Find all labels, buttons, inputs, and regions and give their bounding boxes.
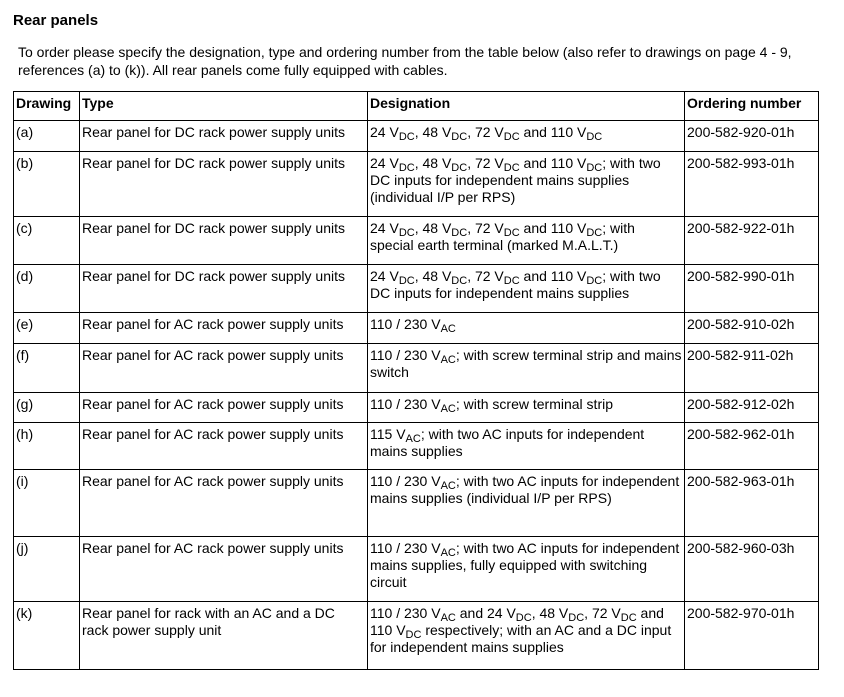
type-cell: Rear panel for DC rack power supply units (80, 265, 368, 313)
designation-cell (368, 470, 685, 537)
designation-subscript: DC (586, 227, 603, 239)
table-row (14, 470, 819, 537)
ordering-number-cell: 200-582-912-02h (685, 393, 819, 423)
designation-subscript: DC (503, 275, 520, 287)
designation-text: , 72 V (467, 220, 504, 236)
ordering-number-cell: 200-582-993-01h (685, 152, 819, 217)
designation-text: , 72 V (467, 268, 504, 284)
intro-paragraph: To order please specify the designation, type and ordering number from the table below (also refer to drawings on page 4 - 9, references (a) to (k)). All rear panels come fully equipped with cables. (18, 44, 792, 78)
designation-text: ; with two AC inputs for independent mains supplies (370, 426, 645, 459)
designation-subscript: AC (440, 547, 456, 559)
designation-cell (368, 217, 685, 265)
drawing-cell: (d) (14, 265, 80, 313)
type-cell: Rear panel for AC rack power supply units (80, 313, 368, 344)
drawing-cell: (i) (14, 470, 80, 537)
designation-text: , 48 V (414, 124, 452, 140)
designation-cell (368, 265, 685, 313)
table-row (14, 423, 819, 470)
header-ordering-number: Ordering number (685, 92, 819, 121)
designation-cell (368, 423, 685, 470)
table-row (14, 602, 819, 670)
drawing-cell: (f) (14, 344, 80, 393)
designation-subscript: DC (398, 162, 415, 174)
designation-subscript: DC (398, 275, 415, 287)
designation-subscript: DC (586, 275, 603, 287)
designation-subscript: DC (398, 227, 415, 239)
designation-subscript: DC (451, 131, 468, 143)
drawing-cell: (e) (14, 313, 80, 344)
header-type: Type (80, 92, 368, 121)
designation-text: 110 / 230 V (370, 396, 441, 412)
designation-cell (368, 602, 685, 670)
designation-subscript: AC (440, 403, 456, 415)
table-row (14, 217, 819, 265)
designation-text: and 110 V (519, 220, 587, 236)
designation-subscript: DC (503, 131, 520, 143)
designation-subscript: DC (405, 629, 422, 641)
ordering-number-cell: 200-582-920-01h (685, 121, 819, 152)
designation-text: 24 V (370, 124, 399, 140)
designation-text: 115 V (370, 426, 406, 442)
designation-subscript: AC (405, 433, 421, 445)
designation-text: and 110 V (519, 124, 587, 140)
designation-text: , 72 V (584, 605, 621, 621)
designation-text: 24 V (370, 268, 399, 284)
designation-cell (368, 152, 685, 217)
designation-subscript: DC (503, 162, 520, 174)
designation-subscript: DC (503, 227, 520, 239)
designation-text: 110 / 230 V (370, 347, 441, 363)
designation-text: and 110 V (370, 605, 664, 638)
table-row (14, 537, 819, 602)
designation-cell (368, 537, 685, 602)
section-title: Rear panels (13, 12, 99, 29)
designation-text: 24 V (370, 155, 399, 171)
type-cell: Rear panel for AC rack power supply units (80, 470, 368, 537)
designation-cell (368, 393, 685, 423)
designation-subscript: AC (440, 354, 456, 366)
drawing-cell: (j) (14, 537, 80, 602)
drawing-cell: (b) (14, 152, 80, 217)
table-header-row (14, 92, 819, 121)
designation-text: , 72 V (467, 155, 504, 171)
designation-text: 110 / 230 V (370, 540, 441, 556)
type-cell: Rear panel for AC rack power supply units (80, 393, 368, 423)
designation-text: and 24 V (455, 605, 516, 621)
type-cell: Rear panel for DC rack power supply units (80, 217, 368, 265)
type-cell: Rear panel for rack with an AC and a DC rack power supply unit (80, 602, 368, 670)
designation-text: ; with screw terminal strip and mains switch (370, 347, 682, 380)
designation-subscript: DC (586, 162, 603, 174)
designation-text: 110 / 230 V (370, 316, 441, 332)
designation-text: ; with two AC inputs for independent mains supplies (individual I/P per RPS) (370, 473, 680, 506)
type-cell: Rear panel for AC rack power supply units (80, 537, 368, 602)
designation-subscript: DC (451, 227, 468, 239)
rear-panels-table (13, 91, 819, 670)
table-row (14, 344, 819, 393)
designation-subscript: DC (620, 612, 637, 624)
designation-text: and 110 V (519, 155, 587, 171)
table-body (14, 121, 819, 670)
ordering-number-cell: 200-582-990-01h (685, 265, 819, 313)
drawing-cell: (c) (14, 217, 80, 265)
designation-subscript: AC (440, 612, 456, 624)
table-row (14, 265, 819, 313)
designation-text: 110 / 230 V (370, 473, 441, 489)
header-designation: Designation (368, 92, 685, 121)
designation-text: 110 / 230 V (370, 605, 441, 621)
ordering-number-cell: 200-582-922-01h (685, 217, 819, 265)
ordering-number-cell: 200-582-960-03h (685, 537, 819, 602)
designation-subscript: DC (451, 162, 468, 174)
designation-text: ; with two DC inputs for independent mains supplies (individual I/P per RPS) (370, 155, 661, 205)
designation-text: ; with two DC inputs for independent mains supplies (370, 268, 661, 301)
designation-text: , 48 V (531, 605, 569, 621)
designation-text: respectively; with an AC and a DC input for independent mains supplies (370, 622, 672, 655)
designation-subscript: AC (440, 323, 456, 335)
ordering-number-cell: 200-582-962-01h (685, 423, 819, 470)
designation-cell (368, 344, 685, 393)
drawing-cell: (g) (14, 393, 80, 423)
ordering-number-cell: 200-582-963-01h (685, 470, 819, 537)
designation-subscript: DC (398, 131, 415, 143)
drawing-cell: (a) (14, 121, 80, 152)
table-row (14, 313, 819, 344)
type-cell: Rear panel for DC rack power supply units (80, 121, 368, 152)
type-cell: Rear panel for AC rack power supply units (80, 344, 368, 393)
designation-text: ; with special earth terminal (marked M.A.L.T.) (370, 220, 635, 253)
designation-subscript: AC (440, 480, 456, 492)
type-cell: Rear panel for DC rack power supply units (80, 152, 368, 217)
drawing-cell: (k) (14, 602, 80, 670)
designation-text: and 110 V (519, 268, 587, 284)
designation-text: , 48 V (414, 220, 452, 236)
designation-subscript: DC (451, 275, 468, 287)
ordering-number-cell: 200-582-910-02h (685, 313, 819, 344)
table-row (14, 152, 819, 217)
header-drawing: Drawing (14, 92, 80, 121)
type-cell: Rear panel for AC rack power supply units (80, 423, 368, 470)
designation-text: , 48 V (414, 155, 452, 171)
designation-cell (368, 313, 685, 344)
ordering-number-cell: 200-582-911-02h (685, 344, 819, 393)
designation-text: , 48 V (414, 268, 452, 284)
designation-text: , 72 V (467, 124, 504, 140)
drawing-cell: (h) (14, 423, 80, 470)
designation-subscript: DC (568, 612, 585, 624)
designation-subscript: DC (586, 131, 603, 143)
ordering-number-cell: 200-582-970-01h (685, 602, 819, 670)
designation-subscript: DC (515, 612, 532, 624)
designation-text: ; with screw terminal strip (455, 396, 614, 412)
table-row (14, 393, 819, 423)
table-row (14, 121, 819, 152)
designation-text: ; with two AC inputs for independent mains supplies, fully equipped with switching circuit (370, 540, 680, 590)
designation-cell (368, 121, 685, 152)
designation-text: 24 V (370, 220, 399, 236)
